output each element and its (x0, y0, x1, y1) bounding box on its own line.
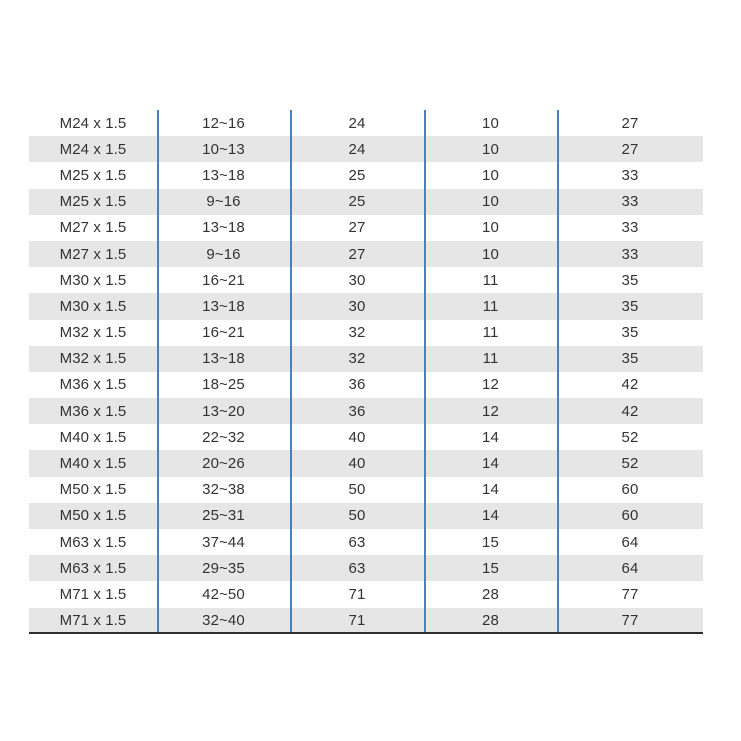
table-cell: M30 x 1.5 (59, 297, 127, 315)
column-divider (557, 110, 559, 634)
table-cell: 10 (482, 140, 499, 158)
table-cell: M50 x 1.5 (59, 507, 127, 525)
table-cell: 63 (348, 533, 366, 551)
table-row (29, 267, 703, 293)
table-cell: 52 (621, 455, 639, 473)
table-cell: 25 (348, 193, 366, 211)
table-cell: 14 (482, 428, 499, 446)
table-cell: 50 (348, 481, 366, 499)
table-cell: 10~13 (202, 140, 245, 158)
table-cell: 13~18 (202, 219, 245, 237)
table-cell: 22~32 (202, 428, 245, 446)
table-cell: 71 (348, 612, 366, 630)
table-cell: 77 (621, 585, 639, 603)
table-cell: 37~44 (202, 533, 245, 551)
table-cell: 42 (621, 402, 639, 420)
column-divider (157, 110, 159, 634)
table-cell: 35 (621, 271, 639, 289)
table-row (29, 110, 703, 136)
table-row (29, 136, 703, 162)
table-cell: 11 (482, 271, 499, 289)
table-cell: 35 (621, 324, 639, 342)
table-cell: 15 (482, 533, 499, 551)
table-row (29, 241, 703, 267)
table-cell: 71 (348, 585, 366, 603)
table-cell: 35 (621, 297, 639, 315)
table-row (29, 503, 703, 529)
table-cell: 13~18 (202, 166, 245, 184)
table-cell: M71 x 1.5 (59, 585, 127, 603)
table-cell: 12~16 (202, 114, 245, 132)
table-cell: 32~40 (202, 612, 245, 630)
table-cell: 12 (482, 402, 499, 420)
table-cell: 11 (482, 324, 499, 342)
table-row (29, 346, 703, 372)
table-cell: M32 x 1.5 (59, 324, 127, 342)
table-cell: 27 (621, 114, 639, 132)
table-cell: M36 x 1.5 (59, 376, 127, 394)
table-cell: 42 (621, 376, 639, 394)
table-cell: 32 (348, 324, 366, 342)
table-cell: 10 (482, 245, 499, 263)
table-row (29, 581, 703, 607)
table-cell: 18~25 (202, 376, 245, 394)
table-cell: 11 (482, 297, 499, 315)
table-cell: 12 (482, 376, 499, 394)
table-cell: 35 (621, 350, 639, 368)
table-cell: 24 (348, 114, 366, 132)
table-cell: 40 (348, 455, 366, 473)
table-cell: 33 (621, 193, 639, 211)
table-cell: 32~38 (202, 481, 245, 499)
table-cell: 30 (348, 271, 366, 289)
table-cell: 64 (621, 559, 639, 577)
column-divider (424, 110, 426, 634)
table-cell: 10 (482, 114, 499, 132)
table-cell: 60 (621, 481, 639, 499)
table-row (29, 529, 703, 555)
table-cell: M40 x 1.5 (59, 428, 127, 446)
table-cell: 10 (482, 219, 499, 237)
table-cell: 9~16 (206, 193, 241, 211)
table-cell: 13~18 (202, 350, 245, 368)
table-cell: 27 (348, 219, 366, 237)
table-cell: 9~16 (206, 245, 241, 263)
table-cell: 33 (621, 219, 639, 237)
column-divider (290, 110, 292, 634)
table-cell: 64 (621, 533, 639, 551)
table-cell: 27 (348, 245, 366, 263)
table-cell: M27 x 1.5 (59, 245, 127, 263)
table-cell: M63 x 1.5 (59, 559, 127, 577)
table-cell: 16~21 (202, 324, 245, 342)
table-row (29, 398, 703, 424)
table-cell: 20~26 (202, 455, 245, 473)
table-cell: 14 (482, 455, 499, 473)
table-cell: M25 x 1.5 (59, 193, 127, 211)
table-cell: 60 (621, 507, 639, 525)
table-cell: M32 x 1.5 (59, 350, 127, 368)
table-cell: 28 (482, 612, 499, 630)
table-cell: 16~21 (202, 271, 245, 289)
table-cell: 15 (482, 559, 499, 577)
table-cell: 25 (348, 166, 366, 184)
table-bottom-rule (29, 632, 703, 634)
table-cell: 27 (621, 140, 639, 158)
table-cell: 13~20 (202, 402, 245, 420)
table-row (29, 320, 703, 346)
table-cell: 14 (482, 507, 499, 525)
table-cell: M40 x 1.5 (59, 455, 127, 473)
table-cell: 11 (482, 350, 499, 368)
table-cell: 10 (482, 166, 499, 184)
table-cell: 52 (621, 428, 639, 446)
table-row (29, 450, 703, 476)
table-row (29, 293, 703, 319)
table-row (29, 555, 703, 581)
spec-table (29, 110, 703, 634)
table-cell: 50 (348, 507, 366, 525)
table-cell: 32 (348, 350, 366, 368)
table-cell: 29~35 (202, 559, 245, 577)
table-row (29, 162, 703, 188)
table-cell: M63 x 1.5 (59, 533, 127, 551)
table-cell: 30 (348, 297, 366, 315)
table-cell: 77 (621, 612, 639, 630)
table-cell: 63 (348, 559, 366, 577)
table-cell: M24 x 1.5 (59, 114, 127, 132)
table-cell: 36 (348, 376, 366, 394)
table-cell: M27 x 1.5 (59, 219, 127, 237)
table-row (29, 477, 703, 503)
table-cell: M71 x 1.5 (59, 612, 127, 630)
table-cell: 33 (621, 245, 639, 263)
table-row (29, 215, 703, 241)
table-cell: 25~31 (202, 507, 245, 525)
table-cell: M50 x 1.5 (59, 481, 127, 499)
table-row (29, 189, 703, 215)
table-cell: 33 (621, 166, 639, 184)
table-cell: 13~18 (202, 297, 245, 315)
table-cell: 36 (348, 402, 366, 420)
table-cell: 14 (482, 481, 499, 499)
table-cell: M24 x 1.5 (59, 140, 127, 158)
table-row (29, 424, 703, 450)
table-cell: 24 (348, 140, 366, 158)
table-cell: M30 x 1.5 (59, 271, 127, 289)
table-cell: M36 x 1.5 (59, 402, 127, 420)
table-body (29, 110, 703, 634)
table-cell: 40 (348, 428, 366, 446)
table-cell: M25 x 1.5 (59, 166, 127, 184)
table-row (29, 608, 703, 634)
table-cell: 28 (482, 585, 499, 603)
table-row (29, 372, 703, 398)
table-cell: 10 (482, 193, 499, 211)
table-cell: 42~50 (202, 585, 245, 603)
